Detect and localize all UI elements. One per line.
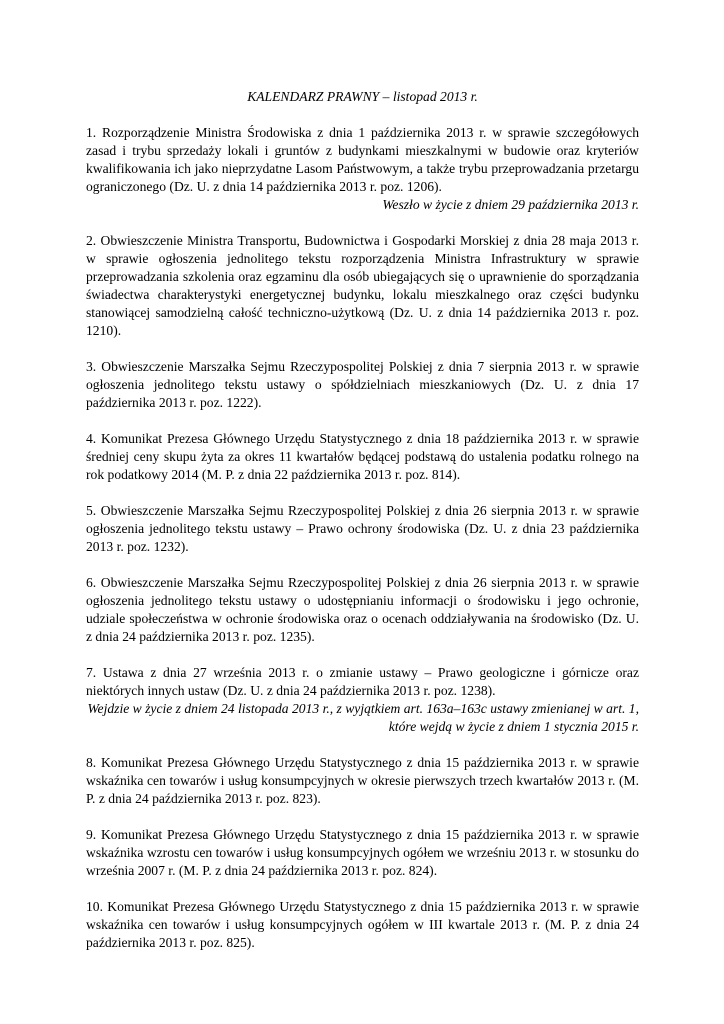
legal-entry-2 xyxy=(86,232,639,340)
entry-text: 3. Obwieszczenie Marszałka Sejmu Rzeczypospolitej Polskiej z dnia 7 sierpnia 2013 r. w sprawie ogłoszenia jednolitego tekstu ustawy o spółdzielniach mieszkaniowych (Dz. U. z dnia 17 października 2013 r. poz. 1222). xyxy=(86,359,639,410)
legal-entry-3 xyxy=(86,358,639,412)
document-page xyxy=(86,88,639,970)
entry-effective-note: Weszło w życie z dniem 29 października 2013 r. xyxy=(382,197,639,212)
entry-text: 10. Komunikat Prezesa Głównego Urzędu Statystycznego z dnia 15 października 2013 r. w sprawie wskaźnika cen towarów i usług konsumpcyjnych ogółem w III kwartale 2013 r. (M. P. z dnia 24 października 2013 r. poz. 825). xyxy=(86,899,639,950)
legal-entry-5 xyxy=(86,502,639,556)
entry-text: 7. Ustawa z dnia 27 września 2013 r. o zmianie ustawy – Prawo geologiczne i górnicze oraz niektórych innych ustaw (Dz. U. z dnia 24 października 2013 r. poz. 1238). xyxy=(86,665,639,698)
legal-entry-6 xyxy=(86,574,639,646)
legal-entry-7 xyxy=(86,664,639,736)
entry-text: 6. Obwieszczenie Marszałka Sejmu Rzeczypospolitej Polskiej z dnia 26 sierpnia 2013 r. w sprawie ogłoszenia jednolitego tekstu ustawy o udostępnianiu informacji o środowisku i jego ochronie, udziale społeczeństwa w ochronie środowiska oraz o ocenach oddziaływania na środowisko (Dz. U. z dnia 24 października 2013 r. poz. 1235). xyxy=(86,575,639,644)
entry-text: 5. Obwieszczenie Marszałka Sejmu Rzeczypospolitej Polskiej z dnia 26 sierpnia 2013 r. w sprawie ogłoszenia jednolitego tekstu ustawy – Prawo ochrony środowiska (Dz. U. z dnia 23 października 2013 r. poz. 1232). xyxy=(86,503,639,554)
entry-text: 9. Komunikat Prezesa Głównego Urzędu Statystycznego z dnia 15 października 2013 r. w sprawie wskaźnika wzrostu cen towarów i usług konsumpcyjnych ogółem we wrześniu 2013 r. w stosunku do września 2007 r. (M. P. z dnia 24 października 2013 r. poz. 824). xyxy=(86,827,639,878)
legal-entry-1 xyxy=(86,124,639,214)
legal-entry-4 xyxy=(86,430,639,484)
entry-effective-note: Wejdzie w życie z dniem 24 listopada 2013 r., z wyjątkiem art. 163a–163c ustawy zmienianej w art. 1, które wejdą w życie z dniem 1 stycznia 2015 r. xyxy=(87,701,639,734)
entry-text: 2. Obwieszczenie Ministra Transportu, Budownictwa i Gospodarki Morskiej z dnia 28 maja 2013 r. w sprawie ogłoszenia jednolitego tekstu rozporządzenia Ministra Infrastruktury w sprawie przeprowadzania szkolenia oraz egzaminu dla osób ubiegających się o uprawnienie do sporządzania świadectwa charakterystyki energetycznej budynku, lokalu mieszkalnego oraz części budynku stanowiącej samodzielną całość techniczno-użytkową (Dz. U. z dnia 14 października 2013 r. poz. 1210). xyxy=(86,233,639,338)
document-title: KALENDARZ PRAWNY – listopad 2013 r. xyxy=(247,89,478,104)
entry-text: 1. Rozporządzenie Ministra Środowiska z dnia 1 października 2013 r. w sprawie szczegółowych zasad i trybu sprzedaży lokali i gruntów z budynkami mieszkalnymi w budowie oraz kryteriów kwalifikowania ich jako nieprzydatne Lasom Państwowym, a także trybu przeprowadzania przetargu ograniczonego (Dz. U. z dnia 14 października 2013 r. poz. 1206). xyxy=(86,125,639,194)
legal-entry-10 xyxy=(86,898,639,952)
entry-text: 4. Komunikat Prezesa Głównego Urzędu Statystycznego z dnia 18 października 2013 r. w sprawie średniej ceny skupu żyta za okres 11 kwartałów będącej podstawą do ustalenia podatku rolnego na rok podatkowy 2014 (M. P. z dnia 22 października 2013 r. poz. 814). xyxy=(86,431,639,482)
entry-text: 8. Komunikat Prezesa Głównego Urzędu Statystycznego z dnia 15 października 2013 r. w sprawie wskaźnika cen towarów i usług konsumpcyjnych w okresie pierwszych trzech kwartałów 2013 r. (M. P. z dnia 24 października 2013 r. poz. 823). xyxy=(86,755,639,806)
legal-entry-9 xyxy=(86,826,639,880)
legal-entry-8 xyxy=(86,754,639,808)
